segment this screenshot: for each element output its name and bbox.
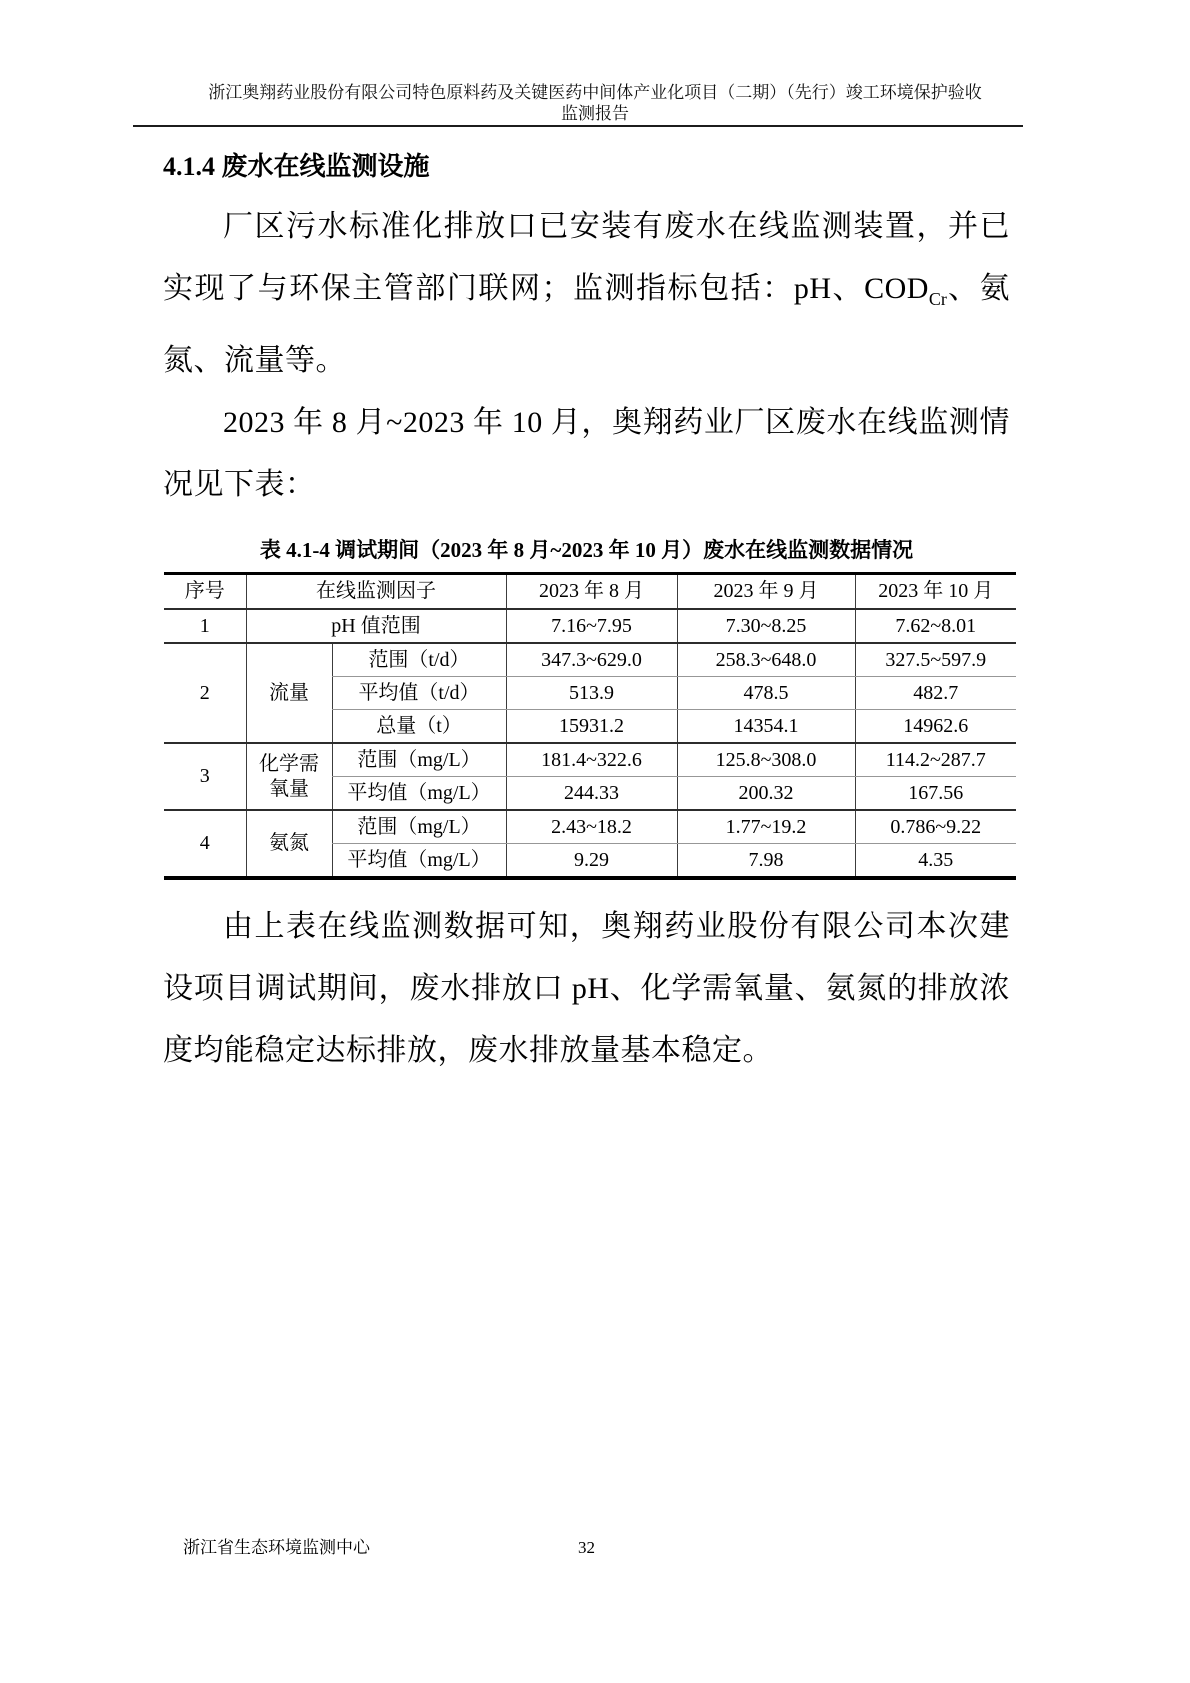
- cell-value: 9.29: [506, 844, 677, 879]
- cell-value: 0.786~9.22: [855, 810, 1016, 844]
- table-row: [164, 743, 1016, 777]
- running-header-line1: 浙江奥翔药业股份有限公司特色原料药及关键医药中间体产业化项目（二期）（先行）竣工环境保护验收: [208, 83, 982, 102]
- cell-value: 1.77~19.2: [677, 810, 855, 844]
- cell-value: 482.7: [855, 677, 1016, 710]
- cell-value: 2.43~18.2: [506, 810, 677, 844]
- running-header-line2: 监测报告: [561, 104, 629, 123]
- page-number: 32: [578, 1538, 595, 1557]
- cell-value: 7.16~7.95: [506, 609, 677, 643]
- cell-value: 167.56: [855, 777, 1016, 811]
- cell-value: 7.98: [677, 844, 855, 879]
- content-column: [163, 150, 1010, 1082]
- paragraph-online-monitoring: [163, 196, 1010, 392]
- footer-organization: 浙江省生态环境监测中心: [183, 1538, 370, 1557]
- cell-value: 513.9: [506, 677, 677, 710]
- cell-value: 258.3~648.0: [677, 643, 855, 677]
- cell-value: 14354.1: [677, 710, 855, 744]
- cell-seq: 1: [164, 609, 246, 643]
- cell-metric: 范围（mg/L）: [332, 810, 506, 844]
- paragraph-period-intro: 2023 年 8 月~2023 年 10 月，奥翔药业厂区废水在线监测情况见下表：: [163, 406, 1010, 501]
- cell-value: 125.8~308.0: [677, 743, 855, 777]
- cell-value: 327.5~597.9: [855, 643, 1016, 677]
- cell-value: 347.3~629.0: [506, 643, 677, 677]
- cell-value: 7.62~8.01: [855, 609, 1016, 643]
- cell-factor: 化学需氧量: [246, 743, 332, 810]
- header-sep: 2023 年 9 月: [677, 574, 855, 610]
- paragraph-1-text: 厂区污水标准化排放口已安装有废水在线监测装置，并已实现了与环保主管部门联网；监测指标包括：pH、COD: [163, 210, 1010, 305]
- cell-value: 244.33: [506, 777, 677, 811]
- header-seq: 序号: [164, 574, 246, 610]
- monitoring-data-table: [164, 572, 1016, 880]
- header-factor: 在线监测因子: [246, 574, 506, 610]
- paragraph-conclusion: 由上表在线监测数据可知，奥翔药业股份有限公司本次建设项目调试期间，废水排放口 pH、化学需氧量、氨氮的排放浓度均能稳定达标排放，废水排放量基本稳定。: [163, 910, 1010, 1067]
- table-row: [164, 810, 1016, 844]
- section-heading: 4.1.4 废水在线监测设施: [163, 152, 430, 181]
- cell-metric: 范围（mg/L）: [332, 743, 506, 777]
- cell-metric: 平均值（t/d）: [332, 677, 506, 710]
- cod-subscript: Cr: [928, 289, 947, 309]
- cell-seq: 3: [164, 743, 246, 810]
- cell-metric: 平均值（mg/L）: [332, 777, 506, 811]
- cell-factor: 流量: [246, 643, 332, 743]
- page-footer: [163, 1537, 1010, 1559]
- cell-value: 4.35: [855, 844, 1016, 879]
- table-caption: 表 4.1-4 调试期间（2023 年 8 月~2023 年 10 月）废水在线监测数据情况: [259, 538, 914, 562]
- cell-seq: 2: [164, 643, 246, 743]
- cell-metric: 总量（t）: [332, 710, 506, 744]
- header-aug: 2023 年 8 月: [506, 574, 677, 610]
- paragraph-1-text-tail: 、氨氮、流量等。: [163, 272, 1011, 377]
- header-oct: 2023 年 10 月: [855, 574, 1016, 610]
- cell-factor: pH 值范围: [246, 609, 506, 643]
- cell-value: 478.5: [677, 677, 855, 710]
- cell-value: 200.32: [677, 777, 855, 811]
- cell-value: 181.4~322.6: [506, 743, 677, 777]
- cell-factor: 氨氮: [246, 810, 332, 878]
- cell-metric: 平均值（mg/L）: [332, 844, 506, 879]
- header-rule: [133, 125, 1023, 127]
- running-header: [95, 82, 1095, 124]
- table-row: [164, 609, 1016, 643]
- table-row: [164, 643, 1016, 677]
- table-header-row: [164, 574, 1016, 610]
- cell-value: 114.2~287.7: [855, 743, 1016, 777]
- cell-value: 7.30~8.25: [677, 609, 855, 643]
- cell-seq: 4: [199, 832, 210, 854]
- cell-metric: 范围（t/d）: [332, 643, 506, 677]
- cell-value: 15931.2: [506, 710, 677, 744]
- cell-value: 14962.6: [855, 710, 1016, 744]
